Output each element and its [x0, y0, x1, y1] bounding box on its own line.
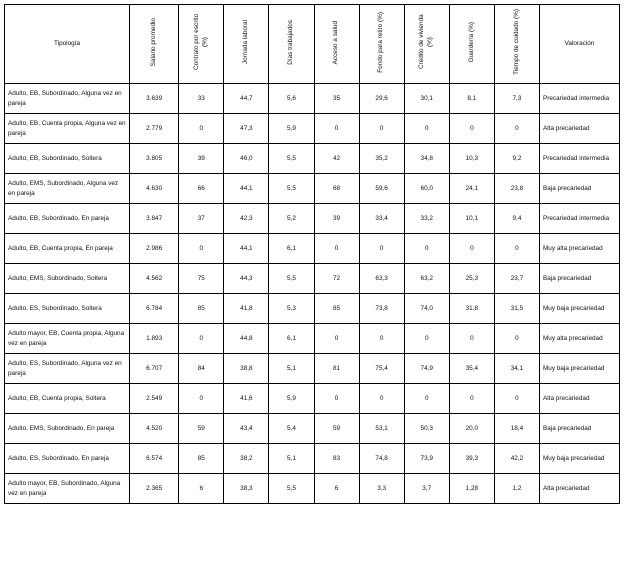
column-header-guarderia-label: Guardería (%) [467, 22, 475, 63]
cell-contrato: 6 [179, 474, 224, 504]
cell-salario: 4.562 [130, 264, 179, 294]
cell-salario: 2.549 [130, 384, 179, 414]
cell-valoracion: Baja precariedad [539, 414, 619, 444]
cell-contrato: 39 [179, 144, 224, 174]
cell-guarderia: 31,8 [449, 294, 494, 324]
cell-valoracion: Baja precariedad [539, 174, 619, 204]
cell-valoracion: Precariedad intermedia [539, 144, 619, 174]
cell-jornada: 44,3 [224, 264, 269, 294]
cell-retiro: 74,8 [359, 444, 404, 474]
cell-tipologia: Adulto, EB, Cuenta propia, Alguna vez en pareja [5, 114, 130, 144]
cell-retiro: 73,8 [359, 294, 404, 324]
cell-retiro: 33,4 [359, 204, 404, 234]
cell-salud: 39 [314, 204, 359, 234]
table-row [5, 414, 620, 444]
cell-salud: 85 [314, 294, 359, 324]
cell-guarderia: 35,4 [449, 354, 494, 384]
header-row [5, 5, 620, 84]
cell-contrato: 33 [179, 84, 224, 114]
cell-valoracion: Muy baja precariedad [539, 294, 619, 324]
cell-salud: 0 [314, 234, 359, 264]
cell-guarderia: 8,1 [449, 84, 494, 114]
cell-tipologia: Adulto, ES, Subordinado, En pareja [5, 444, 130, 474]
cell-cuidado: 0 [494, 324, 539, 354]
cell-valoracion: Baja precariedad [539, 264, 619, 294]
column-header-dias [269, 5, 314, 84]
table-body [5, 84, 620, 504]
cell-valoracion: Precariedad intermedia [539, 84, 619, 114]
cell-tipologia: Adulto, EB, Cuenta propia, Soltera [5, 384, 130, 414]
cell-salario: 6.707 [130, 354, 179, 384]
cell-salario: 3.639 [130, 84, 179, 114]
cell-retiro: 0 [359, 114, 404, 144]
table-row [5, 234, 620, 264]
cell-salario: 6.784 [130, 294, 179, 324]
cell-dias: 5,3 [269, 294, 314, 324]
cell-vivienda: 50,3 [404, 414, 449, 444]
table-header [5, 5, 620, 84]
cell-cuidado: 23,8 [494, 174, 539, 204]
cell-cuidado: 23,7 [494, 264, 539, 294]
table-row [5, 144, 620, 174]
cell-valoracion: Precariedad intermedia [539, 204, 619, 234]
cell-salario: 1.893 [130, 324, 179, 354]
cell-tipologia: Adulto, ES, Subordinado, Soltera [5, 294, 130, 324]
column-header-salud [314, 5, 359, 84]
cell-tipologia: Adulto, EB, Cuenta propia, En pareja [5, 234, 130, 264]
table-row [5, 384, 620, 414]
cell-jornada: 38,3 [224, 474, 269, 504]
cell-salario: 4.630 [130, 174, 179, 204]
cell-dias: 5,5 [269, 144, 314, 174]
cell-retiro: 0 [359, 324, 404, 354]
column-header-contrato-label: Contrato por escrito (%) [192, 14, 209, 71]
column-header-retiro-label: Fondo para retiro (%) [377, 11, 385, 73]
cell-salario: 2.986 [130, 234, 179, 264]
column-header-vivienda-label: Crédito de vivienda (%) [418, 15, 434, 70]
cell-salario: 2.365 [130, 474, 179, 504]
cell-guarderia: 0 [449, 324, 494, 354]
cell-valoracion: Muy alta precariedad [539, 324, 619, 354]
cell-dias: 6,1 [269, 234, 314, 264]
cell-contrato: 59 [179, 414, 224, 444]
cell-tipologia: Adulto, EMS, Subordinado, En pareja [5, 414, 130, 444]
column-header-contrato [179, 5, 224, 84]
cell-contrato: 0 [179, 384, 224, 414]
cell-tipologia: Adulto mayor, EB, Subordinado, Alguna vez en pareja [5, 474, 130, 504]
cell-salud: 6 [314, 474, 359, 504]
cell-salud: 0 [314, 324, 359, 354]
cell-jornada: 46,0 [224, 144, 269, 174]
cell-guarderia: 39,3 [449, 444, 494, 474]
cell-vivienda: 0 [404, 384, 449, 414]
column-header-jornada-label: Jornada laboral [242, 20, 250, 65]
cell-tipologia: Adulto, EMS, Subordinado, Alguna vez en pareja [5, 174, 130, 204]
cell-jornada: 44,1 [224, 234, 269, 264]
cell-vivienda: 63,2 [404, 264, 449, 294]
cell-contrato: 75 [179, 264, 224, 294]
cell-cuidado: 31,5 [494, 294, 539, 324]
cell-valoracion: Alta precariedad [539, 474, 619, 504]
cell-dias: 5,1 [269, 354, 314, 384]
column-header-cuidado-label: Tiempo de cuidado (%) [512, 9, 520, 76]
typology-precarity-table [4, 4, 620, 504]
cell-jornada: 44,8 [224, 324, 269, 354]
cell-retiro: 0 [359, 234, 404, 264]
cell-vivienda: 30,1 [404, 84, 449, 114]
table-row [5, 204, 620, 234]
cell-dias: 5,5 [269, 264, 314, 294]
table-row [5, 174, 620, 204]
cell-vivienda: 74,0 [404, 294, 449, 324]
cell-vivienda: 34,8 [404, 144, 449, 174]
cell-jornada: 42,3 [224, 204, 269, 234]
cell-guarderia: 0 [449, 234, 494, 264]
cell-cuidado: 1,2 [494, 474, 539, 504]
table-row [5, 474, 620, 504]
cell-dias: 5,4 [269, 414, 314, 444]
cell-salario: 3.805 [130, 144, 179, 174]
cell-cuidado: 34,1 [494, 354, 539, 384]
cell-salud: 42 [314, 144, 359, 174]
cell-guarderia: 24,1 [449, 174, 494, 204]
cell-jornada: 38,8 [224, 354, 269, 384]
cell-salud: 0 [314, 114, 359, 144]
cell-salud: 35 [314, 84, 359, 114]
cell-retiro: 0 [359, 384, 404, 414]
column-header-salud-label: Acceso a salud [332, 20, 340, 65]
cell-vivienda: 60,0 [404, 174, 449, 204]
cell-dias: 5,5 [269, 174, 314, 204]
cell-jornada: 44,1 [224, 174, 269, 204]
cell-jornada: 47,3 [224, 114, 269, 144]
cell-guarderia: 1,28 [449, 474, 494, 504]
cell-guarderia: 0 [449, 384, 494, 414]
cell-retiro: 63,3 [359, 264, 404, 294]
column-header-valoracion [539, 5, 619, 84]
cell-cuidado: 0 [494, 234, 539, 264]
cell-contrato: 0 [179, 234, 224, 264]
cell-dias: 5,6 [269, 84, 314, 114]
cell-salud: 0 [314, 384, 359, 414]
cell-valoracion: Muy baja precariedad [539, 354, 619, 384]
cell-contrato: 37 [179, 204, 224, 234]
cell-vivienda: 0 [404, 324, 449, 354]
column-header-guarderia [449, 5, 494, 84]
column-header-salario-label: Salario promedio [149, 18, 157, 67]
cell-salud: 83 [314, 444, 359, 474]
cell-retiro: 3,3 [359, 474, 404, 504]
cell-cuidado: 9,2 [494, 144, 539, 174]
cell-dias: 5,9 [269, 384, 314, 414]
column-header-tipologia [5, 5, 130, 84]
cell-jornada: 43,4 [224, 414, 269, 444]
cell-guarderia: 25,3 [449, 264, 494, 294]
cell-vivienda: 0 [404, 114, 449, 144]
cell-salario: 2.779 [130, 114, 179, 144]
cell-tipologia: Adulto, ES, Subordinado, Alguna vez en pareja [5, 354, 130, 384]
column-header-retiro [359, 5, 404, 84]
cell-cuidado: 0 [494, 114, 539, 144]
cell-vivienda: 0 [404, 234, 449, 264]
cell-salud: 59 [314, 414, 359, 444]
table-row [5, 444, 620, 474]
cell-jornada: 44,7 [224, 84, 269, 114]
column-header-vivienda [404, 5, 449, 84]
cell-retiro: 35,2 [359, 144, 404, 174]
cell-tipologia: Adulto mayor, EB, Cuenta propia, Alguna vez en pareja [5, 324, 130, 354]
cell-cuidado: 18,4 [494, 414, 539, 444]
cell-dias: 5,2 [269, 204, 314, 234]
column-header-salario [130, 5, 179, 84]
table-row [5, 264, 620, 294]
cell-guarderia: 10,1 [449, 204, 494, 234]
column-header-dias-label: Días trabajados [287, 19, 295, 65]
cell-jornada: 41,6 [224, 384, 269, 414]
cell-contrato: 85 [179, 294, 224, 324]
column-header-tipologia-label: Tipología [53, 40, 81, 48]
cell-guarderia: 0 [449, 114, 494, 144]
column-header-cuidado [494, 5, 539, 84]
cell-jornada: 41,8 [224, 294, 269, 324]
cell-salud: 81 [314, 354, 359, 384]
cell-dias: 6,1 [269, 324, 314, 354]
cell-cuidado: 0 [494, 384, 539, 414]
table-row [5, 114, 620, 144]
cell-valoracion: Alta precariedad [539, 114, 619, 144]
table-row [5, 324, 620, 354]
cell-valoracion: Alta precariedad [539, 384, 619, 414]
cell-jornada: 38,2 [224, 444, 269, 474]
cell-tipologia: Adulto, EB, Subordinado, Soltera [5, 144, 130, 174]
column-header-jornada [224, 5, 269, 84]
cell-salud: 72 [314, 264, 359, 294]
cell-retiro: 53,1 [359, 414, 404, 444]
cell-cuidado: 9,4 [494, 204, 539, 234]
cell-contrato: 0 [179, 324, 224, 354]
cell-dias: 5,9 [269, 114, 314, 144]
cell-tipologia: Adulto, EB, Subordinado, En pareja [5, 204, 130, 234]
cell-retiro: 59,6 [359, 174, 404, 204]
cell-retiro: 29,6 [359, 84, 404, 114]
cell-contrato: 84 [179, 354, 224, 384]
table-row [5, 294, 620, 324]
cell-salario: 4.520 [130, 414, 179, 444]
cell-contrato: 85 [179, 444, 224, 474]
column-header-valoracion-label: Valoración [564, 40, 595, 48]
cell-cuidado: 7,3 [494, 84, 539, 114]
cell-dias: 5,1 [269, 444, 314, 474]
cell-guarderia: 20,0 [449, 414, 494, 444]
cell-tipologia: Adulto, EB, Subordinado, Alguna vez en pareja [5, 84, 130, 114]
table-row [5, 354, 620, 384]
cell-retiro: 75,4 [359, 354, 404, 384]
cell-salario: 3.847 [130, 204, 179, 234]
cell-dias: 5,5 [269, 474, 314, 504]
cell-salario: 6.574 [130, 444, 179, 474]
cell-vivienda: 74,9 [404, 354, 449, 384]
cell-valoracion: Muy alta precariedad [539, 234, 619, 264]
cell-vivienda: 73,9 [404, 444, 449, 474]
cell-tipologia: Adulto, EMS, Subordinado, Soltera [5, 264, 130, 294]
cell-guarderia: 10,3 [449, 144, 494, 174]
cell-salud: 68 [314, 174, 359, 204]
cell-vivienda: 33,2 [404, 204, 449, 234]
cell-contrato: 66 [179, 174, 224, 204]
cell-contrato: 0 [179, 114, 224, 144]
cell-vivienda: 3,7 [404, 474, 449, 504]
cell-cuidado: 42,2 [494, 444, 539, 474]
cell-valoracion: Muy baja precariedad [539, 444, 619, 474]
table-row [5, 84, 620, 114]
